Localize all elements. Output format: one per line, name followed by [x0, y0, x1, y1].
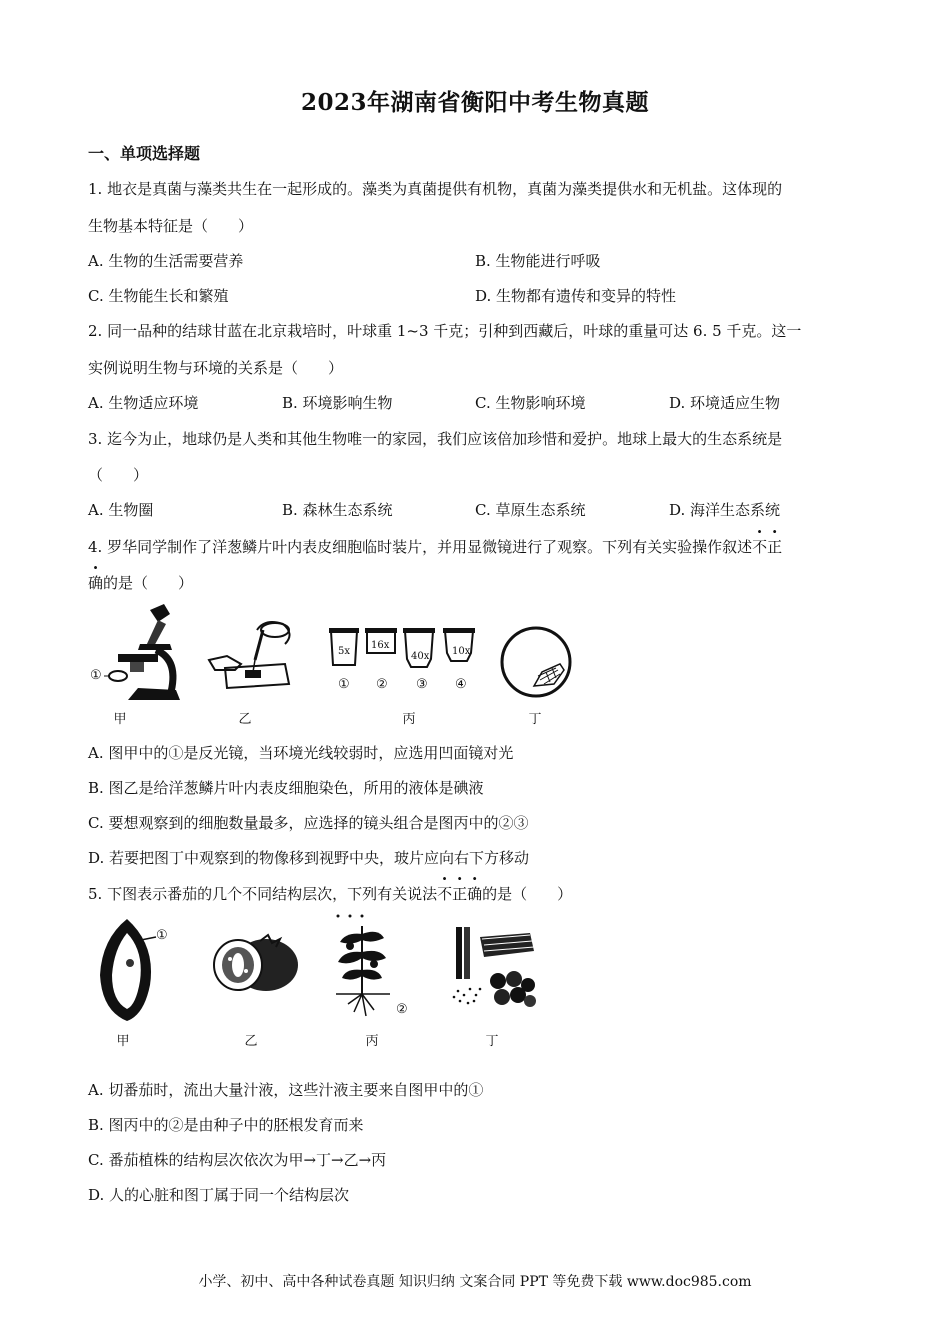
q1-stem-line2: 生物基本特征是（ ） [88, 217, 254, 235]
q4-option-b: B. 图乙是给洋葱鳞片叶内表皮细胞染色，所用的液体是碘液 [88, 779, 484, 797]
lens-number: ② [376, 677, 388, 692]
page-footer: 小学、初中、高中各种试卷真题 知识归纳 文案合同 PPT 等免费下载 www.doc985.com [198, 1274, 752, 1290]
figure-label-ding: 丁 [485, 1034, 499, 1049]
q2-stem-line1: 2. 同一品种的结球甘蓝在北京栽培时，叶球重 1~3 千克；引种到西藏后，叶球的重量可达 6. 5 千克。这一 [88, 322, 802, 340]
lens-label: 5x [338, 646, 351, 657]
q5-stem-text: 5. 下图表示番茄的几个不同结构层次，下列有关说法 [88, 885, 438, 903]
q2-option-a: A. 生物适应环境 [88, 394, 199, 412]
q5-option-a: A. 切番茄时，流出大量汁液，这些汁液主要来自图甲中的① [88, 1081, 484, 1099]
q1-option-c: C. 生物能生长和繁殖 [88, 287, 229, 305]
q1-option-d: D. 生物都有遗传和变异的特性 [475, 287, 677, 305]
q2-stem-line2: 实例说明生物与环境的关系是（ ） [88, 359, 344, 377]
q4-stem-line1 [88, 536, 782, 557]
q5-option-d: D. 人的心脏和图丁属于同一个结构层次 [88, 1186, 350, 1204]
figure-label-yi: 乙 [244, 1034, 258, 1049]
lens-label: 40x [411, 651, 430, 662]
emphasis-char: 确 [88, 574, 104, 592]
q3-option-d: D. 海洋生态系统 [669, 501, 781, 519]
q3-stem-line2: （ ） [88, 466, 149, 484]
q4-stem-text: 4. 罗华同学制作了洋葱鳞片叶内表皮细胞临时装片，并用显微镜进行了观察。下列有关实验操作叙述 [88, 538, 753, 556]
tomato-fruit-figure [210, 933, 300, 993]
root-marker: ② [396, 1002, 408, 1017]
plant-cell-figure [92, 915, 162, 1025]
emphasis-char: 不 [752, 538, 768, 556]
figure-label-bing: 丙 [402, 712, 416, 727]
q1-option-a: A. 生物的生活需要营养 [88, 252, 244, 270]
q5-stem-line1 [88, 883, 572, 904]
field-of-view-figure [498, 624, 574, 700]
emphasis-char: 正 [452, 885, 468, 903]
lens-label: 10x [452, 646, 471, 657]
staining-figure [205, 600, 305, 700]
mirror-marker: ① [90, 668, 102, 683]
q4-option-a: A. 图甲中的①是反光镜，当环境光线较弱时，应选用凹面镜对光 [88, 744, 514, 762]
q5-option-c: C. 番茄植株的结构层次依次为甲→丁→乙→丙 [88, 1151, 387, 1169]
q3-stem-line1: 3. 迄今为止，地球仍是人类和其他生物唯一的家园，我们应该倍加珍惜和爱护。地球上最大的生态系统是 [88, 430, 783, 448]
q5-option-b: B. 图丙中的②是由种子中的胚根发育而来 [88, 1116, 364, 1134]
q1-option-b: B. 生物能进行呼吸 [475, 252, 601, 270]
section-heading: 一、单项选择题 [88, 144, 201, 163]
q3-option-c: C. 草原生态系统 [475, 501, 586, 519]
lens-number: ④ [455, 677, 467, 692]
lens-number: ③ [416, 677, 428, 692]
figure-label-yi: 乙 [238, 712, 252, 727]
figure-label-jia: 甲 [113, 712, 127, 727]
q4-option-c: C. 要想观察到的细胞数量最多，应选择的镜头组合是图丙中的②③ [88, 814, 529, 832]
q3-option-a: A. 生物圈 [88, 501, 154, 519]
q4-stem-tail: 的是（ ） [103, 574, 194, 592]
microscope-figure [88, 600, 188, 710]
lens-label: 16x [371, 640, 390, 651]
page-title: 2023年湖南省衡阳中考生物真题 [300, 89, 649, 116]
emphasis-char: 确 [467, 885, 483, 903]
emphasis-char: 不 [437, 885, 453, 903]
q3-option-b: B. 森林生态系统 [282, 501, 393, 519]
figure-label-jia: 甲 [116, 1034, 130, 1049]
lens-number: ① [338, 677, 350, 692]
lens-figure [325, 625, 485, 705]
cell-marker: ① [156, 928, 168, 943]
emphasis-char: 正 [767, 538, 783, 556]
tissue-figure [450, 923, 540, 1018]
q5-stem-tail: 的是（ ） [482, 885, 573, 903]
q2-option-b: B. 环境影响生物 [282, 394, 393, 412]
q4-option-d: D. 若要把图丁中观察到的物像移到视野中央，玻片应向右下方移动 [88, 849, 530, 867]
q2-option-c: C. 生物影响环境 [475, 394, 586, 412]
q4-stem-line2 [88, 572, 193, 593]
figure-label-bing: 丙 [365, 1034, 379, 1049]
q1-stem-line1: 1. 地衣是真菌与藻类共生在一起形成的。藻类为真菌提供有机物，真菌为藻类提供水和无机盐。这体现的 [88, 180, 783, 198]
figure-label-ding: 丁 [528, 712, 542, 727]
q2-option-d: D. 环境适应生物 [669, 394, 781, 412]
